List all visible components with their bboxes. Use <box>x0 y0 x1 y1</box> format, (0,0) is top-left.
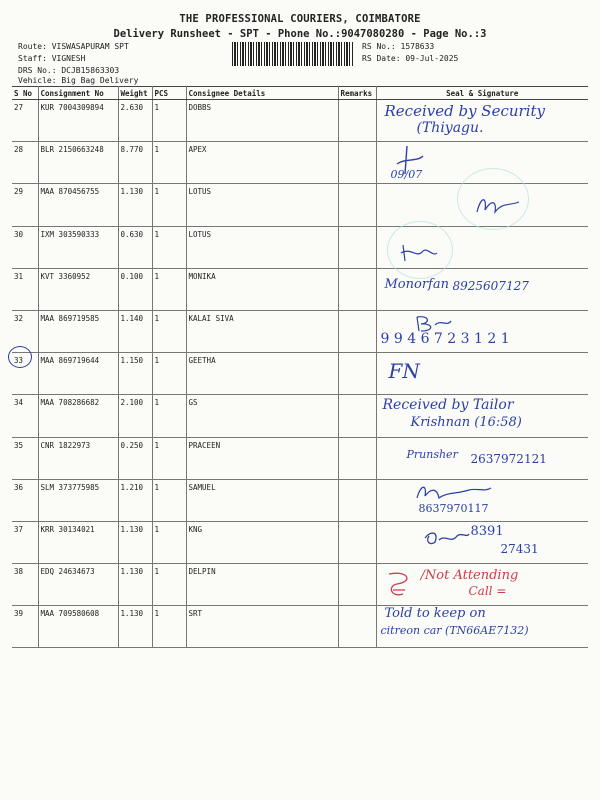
pcs-cell: 1 <box>152 606 186 648</box>
weight-cell: 1.150 <box>118 353 152 395</box>
handwritten-phone: 2637972121 <box>470 451 547 466</box>
sno-cell: 38 <box>12 564 38 606</box>
signature-mark <box>399 239 439 265</box>
col-seal-signature: Seal & Signature <box>376 87 588 100</box>
seal-cell <box>376 226 588 268</box>
weight-cell: 8.770 <box>118 142 152 184</box>
handwritten-name: Monorfan <box>384 276 449 292</box>
consignee-cell: PRACEEN <box>186 437 338 479</box>
consignee-cell: DELPIN <box>186 564 338 606</box>
weight-cell: 1.130 <box>118 184 152 226</box>
col-consignee: Consignee Details <box>186 87 338 100</box>
seal-cell <box>376 184 588 226</box>
table-row <box>12 226 588 268</box>
consignment-cell: BLR 2150663248 <box>38 142 118 184</box>
signature-mark <box>413 482 493 502</box>
pcs-cell: 1 <box>152 310 186 352</box>
pcs-cell: 1 <box>152 184 186 226</box>
consignee-cell: KNG <box>186 521 338 563</box>
handwritten-name: Prunsher <box>406 447 458 461</box>
remarks-cell <box>338 142 376 184</box>
pcs-cell: 1 <box>152 521 186 563</box>
remarks-cell <box>338 395 376 437</box>
runsheet-table <box>12 86 588 648</box>
rs-date-text: RS Date: 09-Jul-2025 <box>362 54 459 63</box>
pcs-cell: 1 <box>152 353 186 395</box>
handwritten-note: Received by Security <box>384 102 545 120</box>
table-row <box>12 395 588 437</box>
pcs-cell: 1 <box>152 100 186 142</box>
pcs-cell: 1 <box>152 268 186 310</box>
consignment-cell: IXM 303590333 <box>38 226 118 268</box>
seal-cell <box>376 521 588 563</box>
handwritten-date: 09/07 <box>390 168 423 182</box>
barcode <box>232 42 354 66</box>
col-sno: S No <box>12 87 38 100</box>
table-row <box>12 184 588 226</box>
consignment-cell: MAA 708286682 <box>38 395 118 437</box>
sno-cell: 28 <box>12 142 38 184</box>
company-title: THE PROFESSIONAL COURIERS, COIMBATORE <box>179 13 421 25</box>
consignment-cell: MAA 709580608 <box>38 606 118 648</box>
table-row <box>12 606 588 648</box>
pcs-cell: 1 <box>152 226 186 268</box>
pcs-cell: 1 <box>152 564 186 606</box>
runsheet-subtitle: Delivery Runsheet - SPT - Phone No.:9047080280 - Page No.:3 <box>113 28 487 40</box>
weight-cell: 1.210 <box>118 479 152 521</box>
handwritten-phone: 8637970117 <box>418 501 489 515</box>
weight-cell: 1.130 <box>118 564 152 606</box>
col-remarks: Remarks <box>338 87 376 100</box>
weight-cell: 1.140 <box>118 310 152 352</box>
consignee-cell: GS <box>186 395 338 437</box>
col-consignment: Consignment No <box>38 87 118 100</box>
weight-cell: 0.630 <box>118 226 152 268</box>
consignee-cell: SAMUEL <box>186 479 338 521</box>
weight-cell: 0.100 <box>118 268 152 310</box>
consignee-cell: APEX <box>186 142 338 184</box>
remarks-cell <box>338 479 376 521</box>
sno-cell: 29 <box>12 184 38 226</box>
table-row <box>12 353 588 395</box>
remarks-cell <box>338 226 376 268</box>
handwritten-number: 8391 <box>470 523 504 539</box>
consignee-cell: MONIKA <box>186 268 338 310</box>
handwritten-number: 27431 <box>500 541 539 556</box>
handwritten-phone: 9 9 4 6 7 2 3 1 2 1 <box>380 330 510 347</box>
consignment-cell: MAA 869719585 <box>38 310 118 352</box>
weight-cell: 0.250 <box>118 437 152 479</box>
table-row <box>12 268 588 310</box>
handwritten-phone: 8925607127 <box>452 278 529 293</box>
weight-cell: 1.130 <box>118 606 152 648</box>
col-weight: Weight <box>118 87 152 100</box>
sno-cell: 32 <box>12 310 38 352</box>
remarks-cell <box>338 184 376 226</box>
seal-cell <box>376 395 588 437</box>
seal-cell <box>376 353 588 395</box>
remarks-cell <box>338 268 376 310</box>
sno-cell: 35 <box>12 437 38 479</box>
consignment-cell: EDQ 24634673 <box>38 564 118 606</box>
table-row <box>12 521 588 563</box>
sno-cell: 30 <box>12 226 38 268</box>
remarks-cell <box>338 310 376 352</box>
weight-cell: 2.630 <box>118 100 152 142</box>
weight-cell: 2.100 <box>118 395 152 437</box>
table-row <box>12 310 588 352</box>
table-header-row <box>12 87 588 100</box>
pcs-cell: 1 <box>152 142 186 184</box>
handwritten-note: Krishnan (16:58) <box>410 415 522 431</box>
signature-mark <box>413 313 453 333</box>
consignee-cell: LOTUS <box>186 226 338 268</box>
seal-cell <box>376 437 588 479</box>
remarks-cell <box>338 353 376 395</box>
consignment-cell: CNR 1822973 <box>38 437 118 479</box>
handwritten-note: citreon car (TN66AE7132) <box>380 624 529 638</box>
seal-cell <box>376 310 588 352</box>
remarks-cell <box>338 100 376 142</box>
table-row <box>12 564 588 606</box>
consignee-cell: GEETHA <box>186 353 338 395</box>
remarks-cell <box>338 521 376 563</box>
sno-cell: 39 <box>12 606 38 648</box>
seal-cell <box>376 479 588 521</box>
handwritten-initials: FN <box>388 359 420 384</box>
handwritten-remark: /Not Attending <box>420 568 519 584</box>
handwritten-note: Received by Tailor <box>382 397 514 414</box>
pcs-cell: 1 <box>152 437 186 479</box>
seal-cell <box>376 606 588 648</box>
sno-cell: 37 <box>12 521 38 563</box>
seal-cell <box>376 100 588 142</box>
weight-cell: 1.130 <box>118 521 152 563</box>
seal-cell <box>376 268 588 310</box>
signature-mark <box>383 570 417 600</box>
sno-cell: 36 <box>12 479 38 521</box>
table-row <box>12 437 588 479</box>
signature-mark <box>421 528 471 548</box>
table-row <box>12 479 588 521</box>
vehicle-text: Vehicle: Big Bag Delivery <box>18 76 139 85</box>
col-pcs: PCS <box>152 87 186 100</box>
consignee-cell: SRT <box>186 606 338 648</box>
pcs-cell: 1 <box>152 395 186 437</box>
consignee-cell: DOBBS <box>186 100 338 142</box>
seal-cell <box>376 564 588 606</box>
consignment-cell: KRR 30134021 <box>38 521 118 563</box>
consignment-cell: KUR 7004309894 <box>38 100 118 142</box>
consignment-cell: MAA 870456755 <box>38 184 118 226</box>
signature-mark <box>473 192 523 218</box>
table-row <box>12 100 588 142</box>
handwritten-note: (Thiyagu. <box>416 120 484 136</box>
pcs-cell: 1 <box>152 479 186 521</box>
rs-number-text: RS No.: 1578633 <box>362 42 435 51</box>
drs-number-text: DRS No.: DCJB15863303 <box>18 66 120 75</box>
sno-cell: 33 <box>12 353 38 395</box>
remarks-cell <box>338 564 376 606</box>
sno-cell: 27 <box>12 100 38 142</box>
consignee-cell: LOTUS <box>186 184 338 226</box>
consignment-cell: MAA 869719644 <box>38 353 118 395</box>
remarks-cell <box>338 437 376 479</box>
staff-text: Staff: VIGNESH <box>18 54 86 63</box>
consignment-cell: SLM 373775985 <box>38 479 118 521</box>
row-33-circle-mark <box>8 346 32 368</box>
handwritten-remark: Call = <box>468 584 507 599</box>
sno-cell: 31 <box>12 268 38 310</box>
route-text: Route: VISWASAPURAM SPT <box>18 42 129 51</box>
handwritten-note: Told to keep on <box>384 606 486 622</box>
consignee-cell: KALAI SIVA <box>186 310 338 352</box>
sno-cell: 34 <box>12 395 38 437</box>
remarks-cell <box>338 606 376 648</box>
consignment-cell: KVT 3360952 <box>38 268 118 310</box>
